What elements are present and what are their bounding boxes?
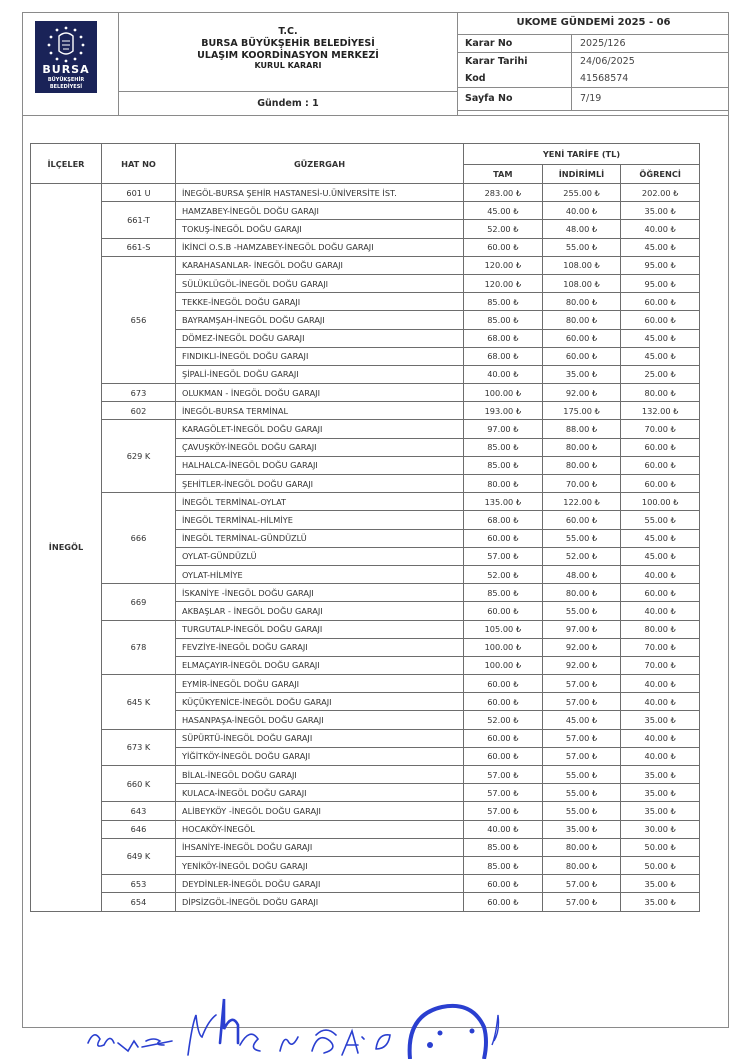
route-cell: KARAHASANLAR- İNEGÖL DOĞU GARAJI: [176, 256, 464, 274]
meta-row-karar-tarihi: [458, 53, 729, 70]
tam-fare-cell: 52.00 ₺: [464, 565, 543, 583]
ogrenci-fare-cell: 70.00 ₺: [621, 638, 700, 656]
indirimli-fare-cell: 45.00 ₺: [542, 711, 621, 729]
document-title: [119, 12, 458, 92]
route-cell: HAMZABEY-İNEGÖL DOĞU GARAJI: [176, 202, 464, 220]
ogrenci-fare-cell: 70.00 ₺: [621, 656, 700, 674]
indirimli-fare-cell: 55.00 ₺: [542, 784, 621, 802]
title-line-center: ULAŞIM KOORDİNASYON MERKEZİ: [197, 50, 379, 61]
ogrenci-fare-cell: 100.00 ₺: [621, 493, 700, 511]
hat-no-cell: 629 K: [102, 420, 176, 493]
ogrenci-fare-cell: 80.00 ₺: [621, 620, 700, 638]
ogrenci-fare-cell: 55.00 ₺: [621, 511, 700, 529]
ogrenci-fare-cell: 50.00 ₺: [621, 838, 700, 856]
decision-meta: [458, 12, 729, 116]
ukome-agenda-title: UKOME GÜNDEMİ 2025 - 06: [458, 12, 729, 35]
signatures-and-stamp: [80, 985, 720, 1059]
karar-no-value: 2025/126: [571, 35, 626, 52]
title-line-board-decision: KURUL KARARI: [254, 62, 322, 68]
table-row: [31, 620, 700, 638]
indirimli-fare-cell: 60.00 ₺: [542, 347, 621, 365]
hat-no-cell: 649 K: [102, 838, 176, 874]
route-cell: TOKUŞ-İNEGÖL DOĞU GARAJI: [176, 220, 464, 238]
indirimli-fare-cell: 80.00 ₺: [542, 456, 621, 474]
tam-fare-cell: 60.00 ₺: [464, 729, 543, 747]
ogrenci-fare-cell: 70.00 ₺: [621, 420, 700, 438]
tam-fare-cell: 85.00 ₺: [464, 311, 543, 329]
tam-fare-cell: 60.00 ₺: [464, 875, 543, 893]
hat-no-cell: 643: [102, 802, 176, 820]
hat-no-cell: 656: [102, 256, 176, 383]
tam-fare-cell: 60.00 ₺: [464, 693, 543, 711]
tam-fare-cell: 57.00 ₺: [464, 766, 543, 784]
title-line-municipality: BURSA BÜYÜKŞEHİR BELEDİYESİ: [201, 38, 375, 49]
route-cell: TEKKE-İNEGÖL DOĞU GARAJI: [176, 293, 464, 311]
route-cell: İNEGÖL TERMİNAL-OYLAT: [176, 493, 464, 511]
indirimli-fare-cell: 57.00 ₺: [542, 893, 621, 911]
tam-fare-cell: 45.00 ₺: [464, 202, 543, 220]
tam-fare-cell: 40.00 ₺: [464, 820, 543, 838]
col-header-hat-no: HAT NO: [102, 144, 176, 184]
tam-fare-cell: 85.00 ₺: [464, 456, 543, 474]
ogrenci-fare-cell: 60.00 ₺: [621, 456, 700, 474]
ogrenci-fare-cell: 35.00 ₺: [621, 202, 700, 220]
tam-fare-cell: 52.00 ₺: [464, 711, 543, 729]
route-cell: DÖMEZ-İNEGÖL DOĞU GARAJI: [176, 329, 464, 347]
indirimli-fare-cell: 88.00 ₺: [542, 420, 621, 438]
meta-row-karar-no: [458, 35, 729, 53]
route-cell: SÜLÜKLÜGÖL-İNEGÖL DOĞU GARAJI: [176, 274, 464, 292]
ogrenci-fare-cell: 35.00 ₺: [621, 784, 700, 802]
indirimli-fare-cell: 92.00 ₺: [542, 384, 621, 402]
table-row: [31, 838, 700, 856]
kod-label: Kod: [465, 73, 486, 84]
ogrenci-fare-cell: 45.00 ₺: [621, 329, 700, 347]
indirimli-fare-cell: 35.00 ₺: [542, 820, 621, 838]
table-row: [31, 584, 700, 602]
tam-fare-cell: 80.00 ₺: [464, 475, 543, 493]
kod-value: 41568574: [571, 70, 628, 87]
indirimli-fare-cell: 48.00 ₺: [542, 220, 621, 238]
indirimli-fare-cell: 80.00 ₺: [542, 856, 621, 874]
ogrenci-fare-cell: 35.00 ₺: [621, 802, 700, 820]
route-cell: BAYRAMŞAH-İNEGÖL DOĞU GARAJI: [176, 311, 464, 329]
route-cell: İNEGÖL TERMİNAL-GÜNDÜZLÜ: [176, 529, 464, 547]
route-cell: HASANPAŞA-İNEGÖL DOĞU GARAJI: [176, 711, 464, 729]
logo-text-belediyesi: BELEDİYESİ: [49, 84, 83, 90]
meta-row-kod: [458, 70, 729, 88]
table-row: [31, 184, 700, 202]
route-cell: HOCAKÖY-İNEGÖL: [176, 820, 464, 838]
tam-fare-cell: 60.00 ₺: [464, 893, 543, 911]
indirimli-fare-cell: 92.00 ₺: [542, 656, 621, 674]
hat-no-cell: 669: [102, 584, 176, 620]
indirimli-fare-cell: 122.00 ₺: [542, 493, 621, 511]
tam-fare-cell: 120.00 ₺: [464, 256, 543, 274]
tam-fare-cell: 193.00 ₺: [464, 402, 543, 420]
karar-tarihi-label: Karar Tarihi: [465, 56, 528, 67]
table-row: [31, 802, 700, 820]
hat-no-cell: 646: [102, 820, 176, 838]
ogrenci-fare-cell: 202.00 ₺: [621, 184, 700, 202]
tam-fare-cell: 57.00 ₺: [464, 547, 543, 565]
indirimli-fare-cell: 57.00 ₺: [542, 729, 621, 747]
route-cell: DİPSİZGÖL-İNEGÖL DOĞU GARAJI: [176, 893, 464, 911]
hat-no-cell: 602: [102, 402, 176, 420]
tam-fare-cell: 100.00 ₺: [464, 656, 543, 674]
ogrenci-fare-cell: 60.00 ₺: [621, 293, 700, 311]
route-cell: OLUKMAN - İNEGÖL DOĞU GARAJI: [176, 384, 464, 402]
tam-fare-cell: 120.00 ₺: [464, 274, 543, 292]
ogrenci-fare-cell: 35.00 ₺: [621, 711, 700, 729]
hat-no-cell: 653: [102, 875, 176, 893]
tam-fare-cell: 40.00 ₺: [464, 365, 543, 383]
ogrenci-fare-cell: 50.00 ₺: [621, 856, 700, 874]
ogrenci-fare-cell: 25.00 ₺: [621, 365, 700, 383]
col-header-ilceler: İLÇELER: [31, 144, 102, 184]
tam-fare-cell: 57.00 ₺: [464, 784, 543, 802]
ogrenci-fare-cell: 35.00 ₺: [621, 766, 700, 784]
hat-no-cell: 661-T: [102, 202, 176, 238]
tam-fare-cell: 57.00 ₺: [464, 802, 543, 820]
table-row: [31, 402, 700, 420]
ogrenci-fare-cell: 35.00 ₺: [621, 875, 700, 893]
hat-no-cell: 645 K: [102, 675, 176, 730]
indirimli-fare-cell: 57.00 ₺: [542, 747, 621, 765]
ogrenci-fare-cell: 30.00 ₺: [621, 820, 700, 838]
table-row: [31, 238, 700, 256]
ogrenci-fare-cell: 80.00 ₺: [621, 384, 700, 402]
route-cell: FEVZİYE-İNEGÖL DOĞU GARAJI: [176, 638, 464, 656]
route-cell: YENİKÖY-İNEGÖL DOĞU GARAJI: [176, 856, 464, 874]
indirimli-fare-cell: 57.00 ₺: [542, 675, 621, 693]
route-cell: İHSANİYE-İNEGÖL DOĞU GARAJI: [176, 838, 464, 856]
hat-no-cell: 660 K: [102, 766, 176, 802]
route-cell: ŞEHİTLER-İNEGÖL DOĞU GARAJI: [176, 475, 464, 493]
tariff-table-body: [31, 184, 700, 912]
indirimli-fare-cell: 80.00 ₺: [542, 438, 621, 456]
route-cell: KARAGÖLET-İNEGÖL DOĞU GARAJI: [176, 420, 464, 438]
indirimli-fare-cell: 57.00 ₺: [542, 875, 621, 893]
meta-row-sayfa-no: [458, 88, 729, 111]
agenda-item: Gündem : 1: [119, 92, 458, 116]
ogrenci-fare-cell: 60.00 ₺: [621, 475, 700, 493]
tam-fare-cell: 52.00 ₺: [464, 220, 543, 238]
col-header-ogrenci: ÖĞRENCİ: [621, 165, 700, 184]
hat-no-cell: 673 K: [102, 729, 176, 765]
route-cell: İNEGÖL-BURSA ŞEHİR HASTANESİ-U.ÜNİVERSİTE İST.: [176, 184, 464, 202]
tam-fare-cell: 97.00 ₺: [464, 420, 543, 438]
district-cell: İNEGÖL: [31, 184, 102, 912]
tam-fare-cell: 68.00 ₺: [464, 329, 543, 347]
indirimli-fare-cell: 70.00 ₺: [542, 475, 621, 493]
indirimli-fare-cell: 48.00 ₺: [542, 565, 621, 583]
ogrenci-fare-cell: 35.00 ₺: [621, 893, 700, 911]
indirimli-fare-cell: 40.00 ₺: [542, 202, 621, 220]
title-line-tc: T.C.: [278, 26, 298, 37]
tam-fare-cell: 105.00 ₺: [464, 620, 543, 638]
route-cell: AKBAŞLAR - İNEGÖL DOĞU GARAJI: [176, 602, 464, 620]
route-cell: EYMİR-İNEGÖL DOĞU GARAJI: [176, 675, 464, 693]
route-cell: KULACA-İNEGÖL DOĞU GARAJI: [176, 784, 464, 802]
logo-text-buyuksehir: BÜYÜKŞEHİR: [47, 77, 85, 83]
indirimli-fare-cell: 80.00 ₺: [542, 311, 621, 329]
ogrenci-fare-cell: 95.00 ₺: [621, 274, 700, 292]
table-row: [31, 875, 700, 893]
indirimli-fare-cell: 60.00 ₺: [542, 329, 621, 347]
tam-fare-cell: 60.00 ₺: [464, 238, 543, 256]
sayfa-no-label: Sayfa No: [465, 93, 513, 104]
indirimli-fare-cell: 97.00 ₺: [542, 620, 621, 638]
table-row: [31, 420, 700, 438]
table-row: [31, 893, 700, 911]
table-row: [31, 729, 700, 747]
indirimli-fare-cell: 92.00 ₺: [542, 638, 621, 656]
tam-fare-cell: 60.00 ₺: [464, 747, 543, 765]
indirimli-fare-cell: 108.00 ₺: [542, 274, 621, 292]
ogrenci-fare-cell: 40.00 ₺: [621, 602, 700, 620]
route-cell: İSKANİYE -İNEGÖL DOĞU GARAJI: [176, 584, 464, 602]
indirimli-fare-cell: 60.00 ₺: [542, 511, 621, 529]
ogrenci-fare-cell: 95.00 ₺: [621, 256, 700, 274]
route-cell: SÜPÜRTÜ-İNEGÖL DOĞU GARAJI: [176, 729, 464, 747]
col-header-guzergah: GÜZERGAH: [176, 144, 464, 184]
tam-fare-cell: 135.00 ₺: [464, 493, 543, 511]
indirimli-fare-cell: 55.00 ₺: [542, 802, 621, 820]
karar-tarihi-value: 24/06/2025: [571, 53, 635, 70]
route-cell: OYLAT-HİLMİYE: [176, 565, 464, 583]
table-row: [31, 820, 700, 838]
ogrenci-fare-cell: 40.00 ₺: [621, 675, 700, 693]
logo-cell: [22, 12, 119, 116]
tam-fare-cell: 68.00 ₺: [464, 347, 543, 365]
indirimli-fare-cell: 52.00 ₺: [542, 547, 621, 565]
indirimli-fare-cell: 80.00 ₺: [542, 584, 621, 602]
ogrenci-fare-cell: 45.00 ₺: [621, 529, 700, 547]
sayfa-no-value: 7/19: [571, 88, 601, 110]
col-header-tam: TAM: [464, 165, 543, 184]
tam-fare-cell: 85.00 ₺: [464, 438, 543, 456]
route-cell: İKİNCİ O.S.B -HAMZABEY-İNEGÖL DOĞU GARAJI: [176, 238, 464, 256]
tariff-table: [30, 143, 700, 912]
indirimli-fare-cell: 57.00 ₺: [542, 693, 621, 711]
route-cell: YİĞİTKÖY-İNEGÖL DOĞU GARAJI: [176, 747, 464, 765]
indirimli-fare-cell: 80.00 ₺: [542, 293, 621, 311]
ogrenci-fare-cell: 45.00 ₺: [621, 238, 700, 256]
table-row: [31, 384, 700, 402]
indirimli-fare-cell: 108.00 ₺: [542, 256, 621, 274]
route-cell: BİLAL-İNEGÖL DOĞU GARAJI: [176, 766, 464, 784]
ogrenci-fare-cell: 40.00 ₺: [621, 565, 700, 583]
indirimli-fare-cell: 80.00 ₺: [542, 838, 621, 856]
indirimli-fare-cell: 35.00 ₺: [542, 365, 621, 383]
ogrenci-fare-cell: 40.00 ₺: [621, 747, 700, 765]
tam-fare-cell: 60.00 ₺: [464, 529, 543, 547]
table-row: [31, 202, 700, 220]
route-cell: ÇAVUŞKÖY-İNEGÖL DOĞU GARAJI: [176, 438, 464, 456]
route-cell: ELMAÇAYIR-İNEGÖL DOĞU GARAJI: [176, 656, 464, 674]
route-cell: DEYDİNLER-İNEGÖL DOĞU GARAJI: [176, 875, 464, 893]
ogrenci-fare-cell: 40.00 ₺: [621, 729, 700, 747]
karar-no-label: Karar No: [465, 38, 513, 49]
hat-no-cell: 601 U: [102, 184, 176, 202]
indirimli-fare-cell: 175.00 ₺: [542, 402, 621, 420]
tam-fare-cell: 85.00 ₺: [464, 838, 543, 856]
ogrenci-fare-cell: 60.00 ₺: [621, 584, 700, 602]
route-cell: KÜÇÜKYENİCE-İNEGÖL DOĞU GARAJI: [176, 693, 464, 711]
route-cell: TURGUTALP-İNEGÖL DOĞU GARAJI: [176, 620, 464, 638]
indirimli-fare-cell: 255.00 ₺: [542, 184, 621, 202]
document-header: [22, 12, 729, 116]
tam-fare-cell: 100.00 ₺: [464, 638, 543, 656]
ogrenci-fare-cell: 40.00 ₺: [621, 220, 700, 238]
logo-text-bursa: BURSA: [42, 63, 90, 76]
tam-fare-cell: 100.00 ₺: [464, 384, 543, 402]
bursa-logo: [35, 21, 97, 93]
tam-fare-cell: 85.00 ₺: [464, 584, 543, 602]
route-cell: İNEGÖL TERMİNAL-HİLMİYE: [176, 511, 464, 529]
hat-no-cell: 661-S: [102, 238, 176, 256]
indirimli-fare-cell: 55.00 ₺: [542, 602, 621, 620]
tam-fare-cell: 60.00 ₺: [464, 675, 543, 693]
route-cell: FINDIKLI-İNEGÖL DOĞU GARAJI: [176, 347, 464, 365]
tam-fare-cell: 283.00 ₺: [464, 184, 543, 202]
route-cell: HALHALCA-İNEGÖL DOĞU GARAJI: [176, 456, 464, 474]
hat-no-cell: 654: [102, 893, 176, 911]
table-row: [31, 256, 700, 274]
ogrenci-fare-cell: 45.00 ₺: [621, 547, 700, 565]
table-row: [31, 766, 700, 784]
table-row: [31, 675, 700, 693]
ogrenci-fare-cell: 60.00 ₺: [621, 438, 700, 456]
route-cell: İNEGÖL-BURSA TERMİNAL: [176, 402, 464, 420]
emblem-icon: [35, 21, 97, 65]
tam-fare-cell: 68.00 ₺: [464, 511, 543, 529]
tam-fare-cell: 85.00 ₺: [464, 856, 543, 874]
tam-fare-cell: 85.00 ₺: [464, 293, 543, 311]
ogrenci-fare-cell: 45.00 ₺: [621, 347, 700, 365]
tam-fare-cell: 60.00 ₺: [464, 602, 543, 620]
indirimli-fare-cell: 55.00 ₺: [542, 529, 621, 547]
col-header-yeni-tarife: YENİ TARİFE (TL): [464, 144, 700, 165]
indirimli-fare-cell: 55.00 ₺: [542, 766, 621, 784]
table-row: [31, 493, 700, 511]
route-cell: OYLAT-GÜNDÜZLÜ: [176, 547, 464, 565]
ogrenci-fare-cell: 40.00 ₺: [621, 693, 700, 711]
indirimli-fare-cell: 55.00 ₺: [542, 238, 621, 256]
ogrenci-fare-cell: 132.00 ₺: [621, 402, 700, 420]
hat-no-cell: 666: [102, 493, 176, 584]
hat-no-cell: 673: [102, 384, 176, 402]
route-cell: ALİBEYKÖY -İNEGÖL DOĞU GARAJI: [176, 802, 464, 820]
hat-no-cell: 678: [102, 620, 176, 675]
ogrenci-fare-cell: 60.00 ₺: [621, 311, 700, 329]
col-header-indirimli: İNDİRİMLİ: [542, 165, 621, 184]
route-cell: ŞİPALİ-İNEGÖL DOĞU GARAJI: [176, 365, 464, 383]
